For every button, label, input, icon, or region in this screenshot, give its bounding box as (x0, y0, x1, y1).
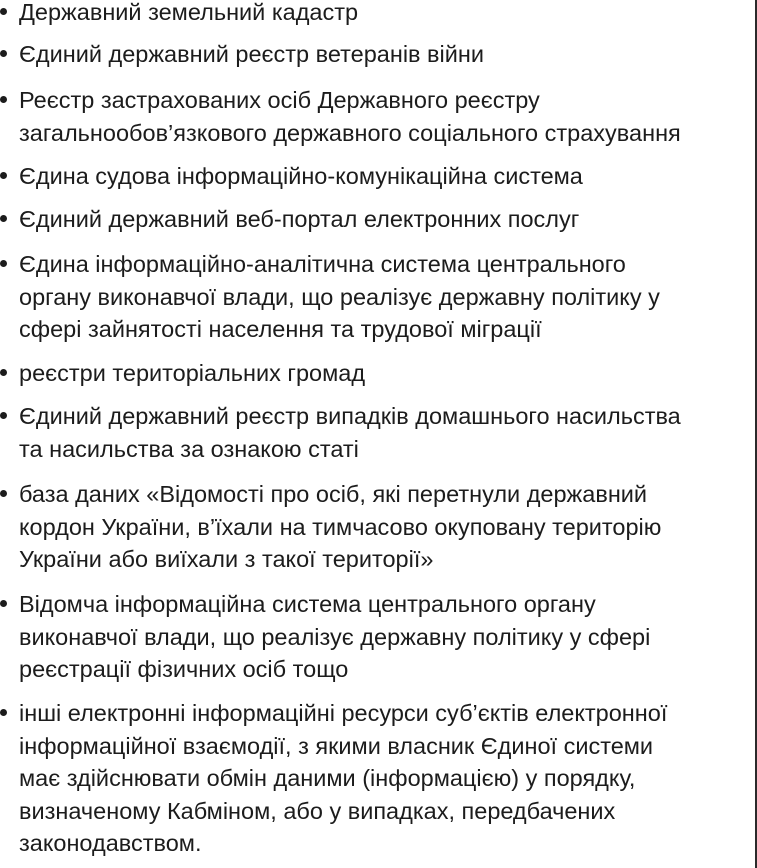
list-item-text: реєстрації фізичних осіб тощо (19, 656, 349, 682)
list-item-text: Єдиний державний реєстр ветеранів війни (19, 41, 484, 67)
bullet-icon (0, 96, 7, 103)
list-item-text: сфері зайнятості населення та трудової міграції (19, 316, 542, 342)
list-item-text: Відомча інформаційна система центрального органу (19, 591, 596, 617)
list-item-text: Єдиний державний реєстр випадків домашнього насильства (19, 403, 681, 429)
bullet-icon (0, 490, 7, 497)
bullet-icon (0, 172, 7, 179)
list-item-text: законодавством. (19, 830, 202, 856)
bullet-icon (0, 412, 7, 419)
list-item-text: інформаційної взаємодії, з якими власник Єдиної системи (19, 732, 654, 759)
list-item (0, 248, 753, 346)
bullet-icon (0, 260, 7, 267)
list-item-text: виконавчої влади, що реалізує державну політику у сфері (19, 623, 651, 650)
list-item-text: визначеному Кабміном, або у випадках, передбачених (19, 797, 616, 824)
list-item-text: Єдина інформаційно-аналітична система центрального (19, 251, 626, 277)
list-item (0, 400, 753, 465)
bullet-icon (0, 8, 7, 15)
list-item-text: органу виконавчої влади, що реалізує державну політику у (19, 283, 660, 310)
bullet-icon (0, 50, 7, 57)
list-item (0, 203, 753, 236)
list-item-text: Єдина судова інформаційно-комунікаційна система (19, 163, 583, 189)
list-item-text: кордон України, в’їхали на тимчасово окуповану територію (19, 513, 662, 540)
bullet-icon (0, 369, 7, 376)
list-item-text: Реєстр застрахованих осіб Державного реєстру (19, 87, 540, 113)
list-item-text: інші електронні інформаційні ресурси суб’єктів електронної (19, 700, 668, 726)
bullet-icon (0, 600, 7, 607)
list-item-text: реєстри територіальних громад (19, 360, 366, 386)
list-item (0, 38, 753, 71)
list-item (0, 0, 753, 29)
list-item-text: Державний земельний кадастр (19, 0, 359, 25)
list-item-text: України або виїхали з такої території» (19, 546, 434, 572)
list-item-text: Єдиний державний веб-портал електронних послуг (19, 206, 580, 232)
list-item (0, 588, 753, 686)
bullet-icon (0, 709, 7, 716)
list-item (0, 84, 753, 149)
list-item-text: загальнообов’язкового державного соціального страхування (19, 119, 681, 146)
list-item (0, 478, 753, 576)
list-item (0, 697, 753, 860)
list-item (0, 357, 753, 390)
list-item-text: та насильства за ознакою статі (19, 435, 359, 462)
list-item (0, 160, 753, 193)
list-item-text: має здійснювати обмін даними (інформацією) у порядку, (19, 765, 636, 791)
list-item-text: база даних «Відомості про осіб, які перетнули державний (19, 481, 648, 507)
bullet-icon (0, 215, 7, 222)
